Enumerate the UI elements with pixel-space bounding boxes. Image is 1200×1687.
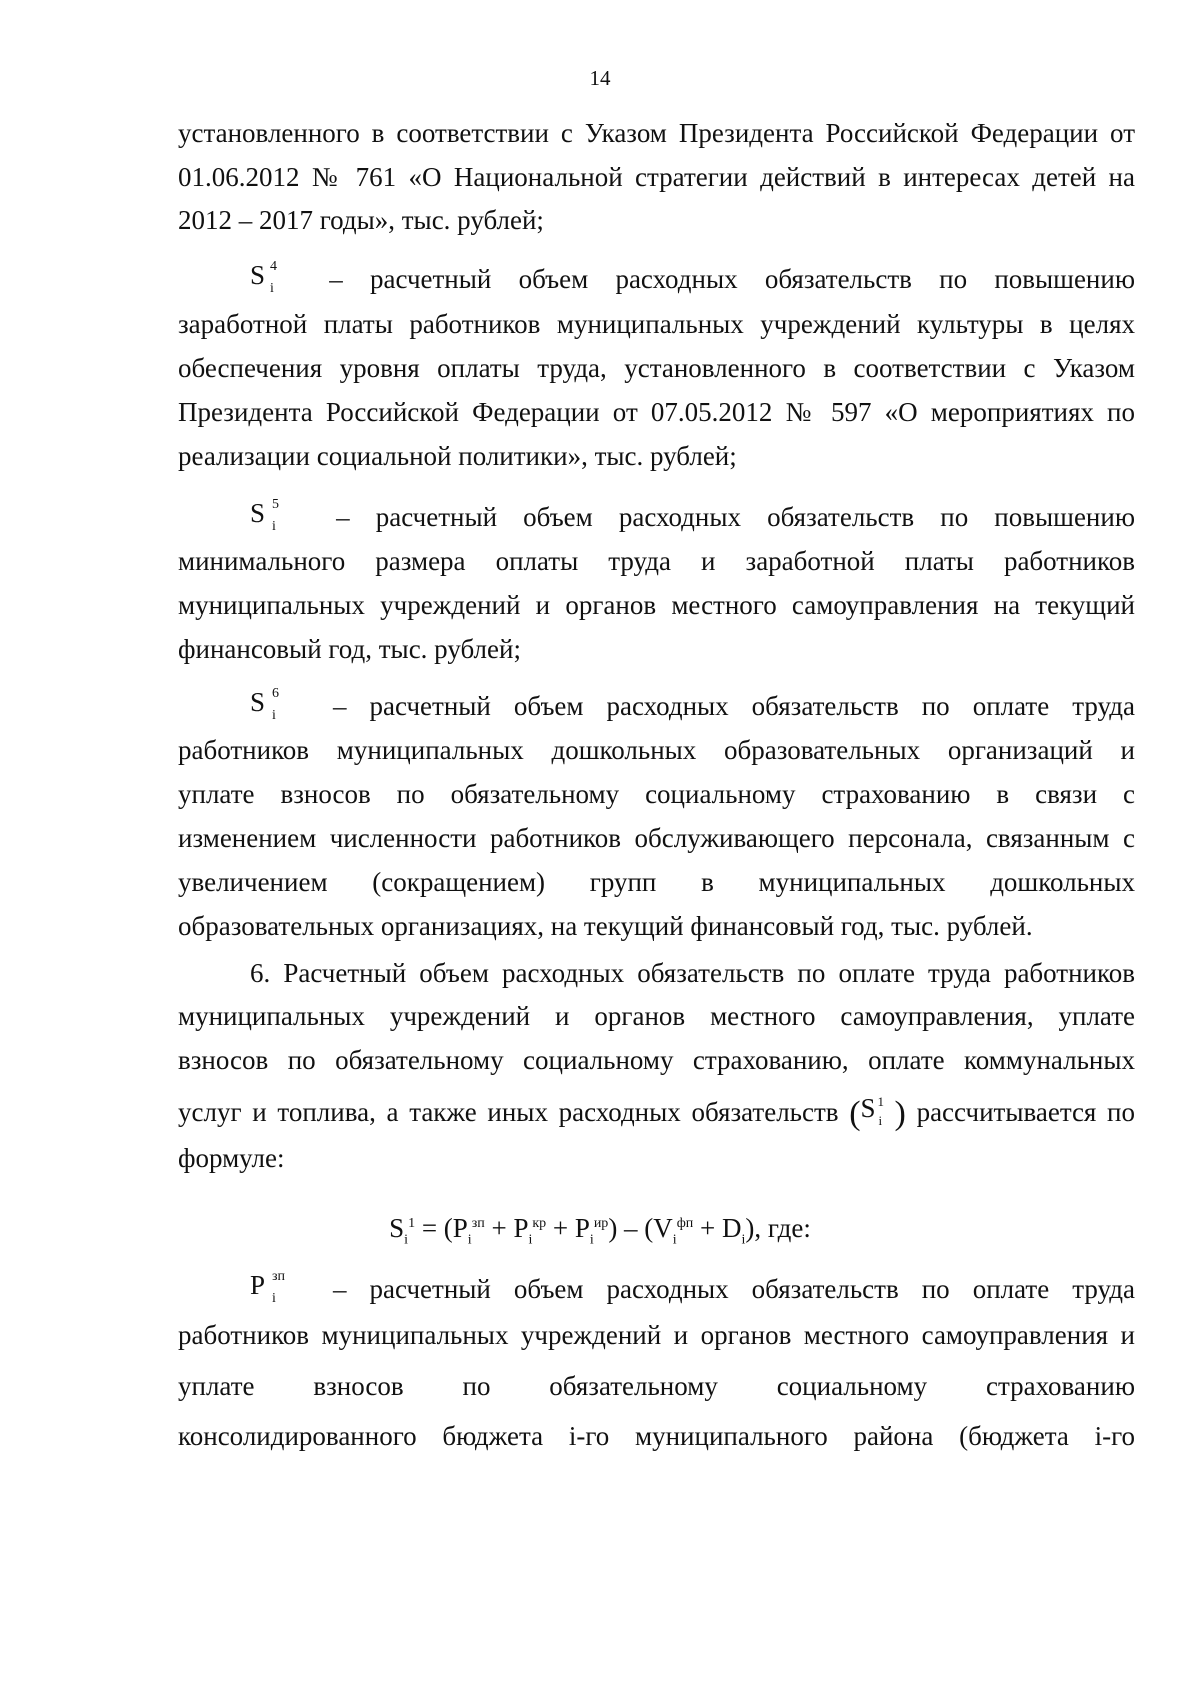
text-line: заработной платы работников муниципальных учреждений культуры в целях — [178, 309, 1135, 339]
text-line: работников муниципальных учреждений и органов местного самоуправления и — [178, 1320, 1135, 1350]
text-line: уплате взносов по обязательному социальному страхованию в связи с — [178, 779, 1135, 809]
text-line: образовательных организациях, на текущий финансовый год, тыс. рублей. — [178, 911, 1033, 941]
paragraph-6-start: 6. Расчетный объем расходных обязательств по оплате труда работников — [250, 958, 1135, 988]
definition-text: – расчетный объем расходных обязательств по повышению — [329, 264, 1136, 294]
text-line: консолидированного бюджета i-го муниципального района (бюджета i-го — [178, 1421, 1135, 1451]
definition-s6 — [250, 685, 1135, 723]
symbol-s5: S 5 i — [250, 497, 279, 534]
text-line: муниципальных учреждений и органов местного самоуправления, уплате — [178, 1001, 1135, 1031]
text-line: формуле: — [178, 1143, 285, 1173]
text-line-with-symbol — [178, 1093, 1135, 1131]
text-line: увеличением (сокращением) групп в муниципальных дошкольных — [178, 867, 1135, 897]
text-line: Президента Российской Федерации от 07.05.2012 № 597 «О мероприятиях по — [178, 397, 1135, 427]
text-line: муниципальных учреждений и органов местного самоуправления на текущий — [178, 590, 1135, 620]
text-line: реализации социальной политики», тыс. рублей; — [178, 441, 737, 471]
text-fragment: услуг и топлива, а также иных расходных обязательств — [178, 1097, 839, 1127]
text-line: установленного в соответствии с Указом Президента Российской Федерации от — [178, 118, 1135, 148]
definition-s5 — [250, 496, 1135, 534]
symbol-p-zp: P зп i — [250, 1269, 286, 1306]
definition-s4 — [250, 258, 1135, 296]
text-line: работников муниципальных дошкольных образовательных организаций и — [178, 735, 1135, 765]
definition-text: – расчетный объем расходных обязательств по оплате труда — [333, 691, 1136, 721]
definition-p-zp — [250, 1268, 1135, 1306]
definition-text: – расчетный объем расходных обязательств по оплате труда — [333, 1274, 1136, 1304]
symbol-s4: S 4 i — [250, 259, 277, 296]
text-fragment: рассчитывается по — [916, 1097, 1135, 1127]
definition-text: – расчетный объем расходных обязательств по повышению — [336, 502, 1135, 532]
symbol-s6: S 6 i — [250, 686, 279, 723]
text-line: 2012 – 2017 годы», тыс. рублей; — [178, 205, 544, 235]
text-line: уплате взносов по обязательному социальному страхованию — [178, 1371, 1135, 1401]
text-line: обеспечения уровня оплаты труда, установленного в соответствии с Указом — [178, 353, 1135, 383]
page-number: 14 — [589, 66, 611, 90]
symbol-s1-parenthesized: ( S 1 i ) — [849, 1093, 906, 1132]
text-line: минимального размера оплаты труда и заработной платы работников — [178, 546, 1135, 576]
text-line: 01.06.2012 № 761 «О Национальной стратегии действий в интересах детей на — [178, 162, 1135, 192]
text-line: изменением численности работников обслуживающего персонала, связанным с — [178, 823, 1135, 853]
formula: $S_i^1 = (P_i^{зп} + P_i^{кр} + P_i^{ир}) - (V_i^{фп} + D_i)$, где: — [389, 1213, 811, 1248]
text-line: взносов по обязательному социальному страхованию, оплате коммунальных — [178, 1045, 1135, 1075]
text-line: финансовый год, тыс. рублей; — [178, 634, 521, 664]
